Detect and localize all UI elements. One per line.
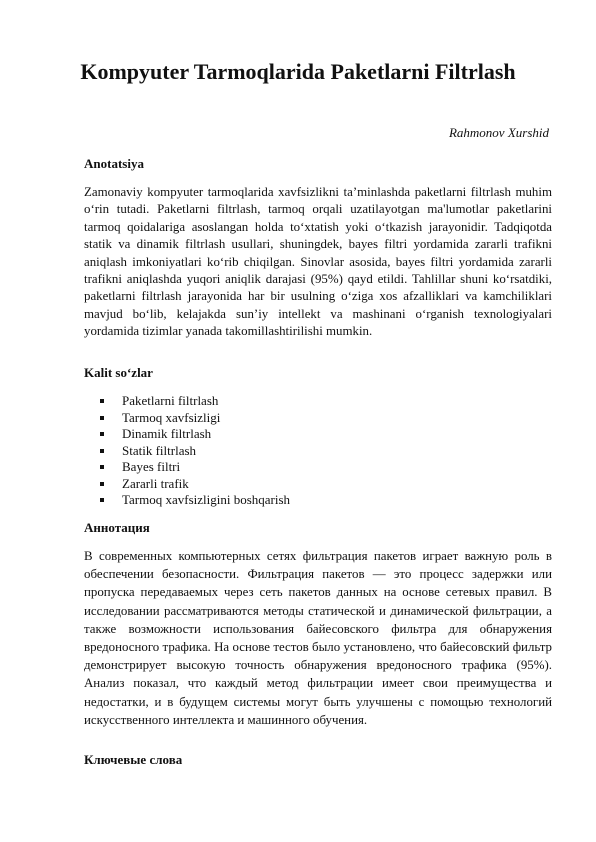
keyword-item	[100, 443, 290, 460]
keyword-label: Statik filtrlash	[122, 442, 197, 458]
author-name: Rahmonov Xurshid	[448, 125, 549, 140]
keyword-item	[100, 393, 290, 410]
bullet-icon	[100, 449, 104, 453]
abstract-ru-heading: Аннотация	[84, 520, 150, 535]
keyword-item	[100, 410, 290, 427]
abstract-uz-heading: Anotatsiya	[84, 156, 144, 171]
keywords-uz-heading: Kalit so‘zlar	[84, 365, 153, 380]
keyword-item	[100, 426, 290, 443]
keyword-label: Bayes filtri	[122, 459, 181, 474]
bullet-icon	[100, 498, 104, 502]
keyword-item	[100, 459, 290, 476]
keyword-label: Zararli trafik	[122, 475, 189, 491]
keyword-label: Paketlarni filtrlash	[122, 393, 219, 408]
keywords-uz-list	[100, 393, 290, 509]
keyword-label: Dinamik filtrlash	[122, 426, 212, 441]
bullet-icon	[100, 482, 104, 486]
abstract-ru-text: В современных компьютерных сетях фильтрация пакетов играет важную роль в обеспечении безопасности. Фильтрация пакетов — это процесс задержки или пропуска передаваемых через сеть пакетов данных на основе сетевых правил. В исследовании рассматриваются методы статической и динамической фильтрации, а также возможности использования байесовского фильтра для обнаружения вредоносного трафика. На основе тестов было установлено, что байесовский фильтр демонстрирует высокую точность обнаружения вредоносного трафика (95%). Анализ показал, что каждый метод фильтрации имеет свои преимущества и недостатки, и в будущем системы могут быть улучшены с помощью технологий искусственного интеллекта и машинного обучения.	[84, 549, 552, 727]
abstract-uz-text: Zamonaviy kompyuter tarmoqlarida xavfsizlikni ta’minlashda paketlarni filtrlash muhim o‘rin tutadi. Paketlarni filtrlash, tarmoq orqali uzatilayotgan ma'lumotlar paketlarini tarmoq qoidalariga asoslangan holda to‘xtatish yoki o‘tkazish jarayonidir. Tadqiqotda statik va dinamik filtrlash usullari, shuningdek, bayes filtri yordamida zararli trafikni aniqlash imkoniyatlari ko‘rib chiqilgan. Sinovlar asosida, bayes filtri yordamida zararli trafikni aniqlashda yuqori aniqlik darajasi (95%) qayd etildi. Tahlillar shuni ko‘rsatdiki, paketlarni filtrlash jarayonida har bir usulning o‘ziga xos afzalliklari va kamchiliklari mavjud bo‘lib, kelajakda sun’iy intellekt va mashinani o‘rganish texnologiyalari yordamida tizimlar yanada takomillashtirilishi mumkin.	[84, 185, 552, 339]
keywords-ru-heading: Ключевые слова	[84, 752, 183, 767]
bullet-icon	[100, 416, 104, 420]
keyword-item	[100, 476, 290, 493]
keyword-label: Tarmoq xavfsizligi	[122, 409, 221, 425]
keyword-label: Tarmoq xavfsizligini boshqarish	[122, 492, 291, 507]
paper-title: Kompyuter Tarmoqlarida Paketlarni Filtrlash	[80, 59, 516, 84]
keyword-item	[100, 492, 290, 509]
bullet-icon	[100, 399, 104, 403]
bullet-icon	[100, 465, 104, 469]
bullet-icon	[100, 432, 104, 436]
